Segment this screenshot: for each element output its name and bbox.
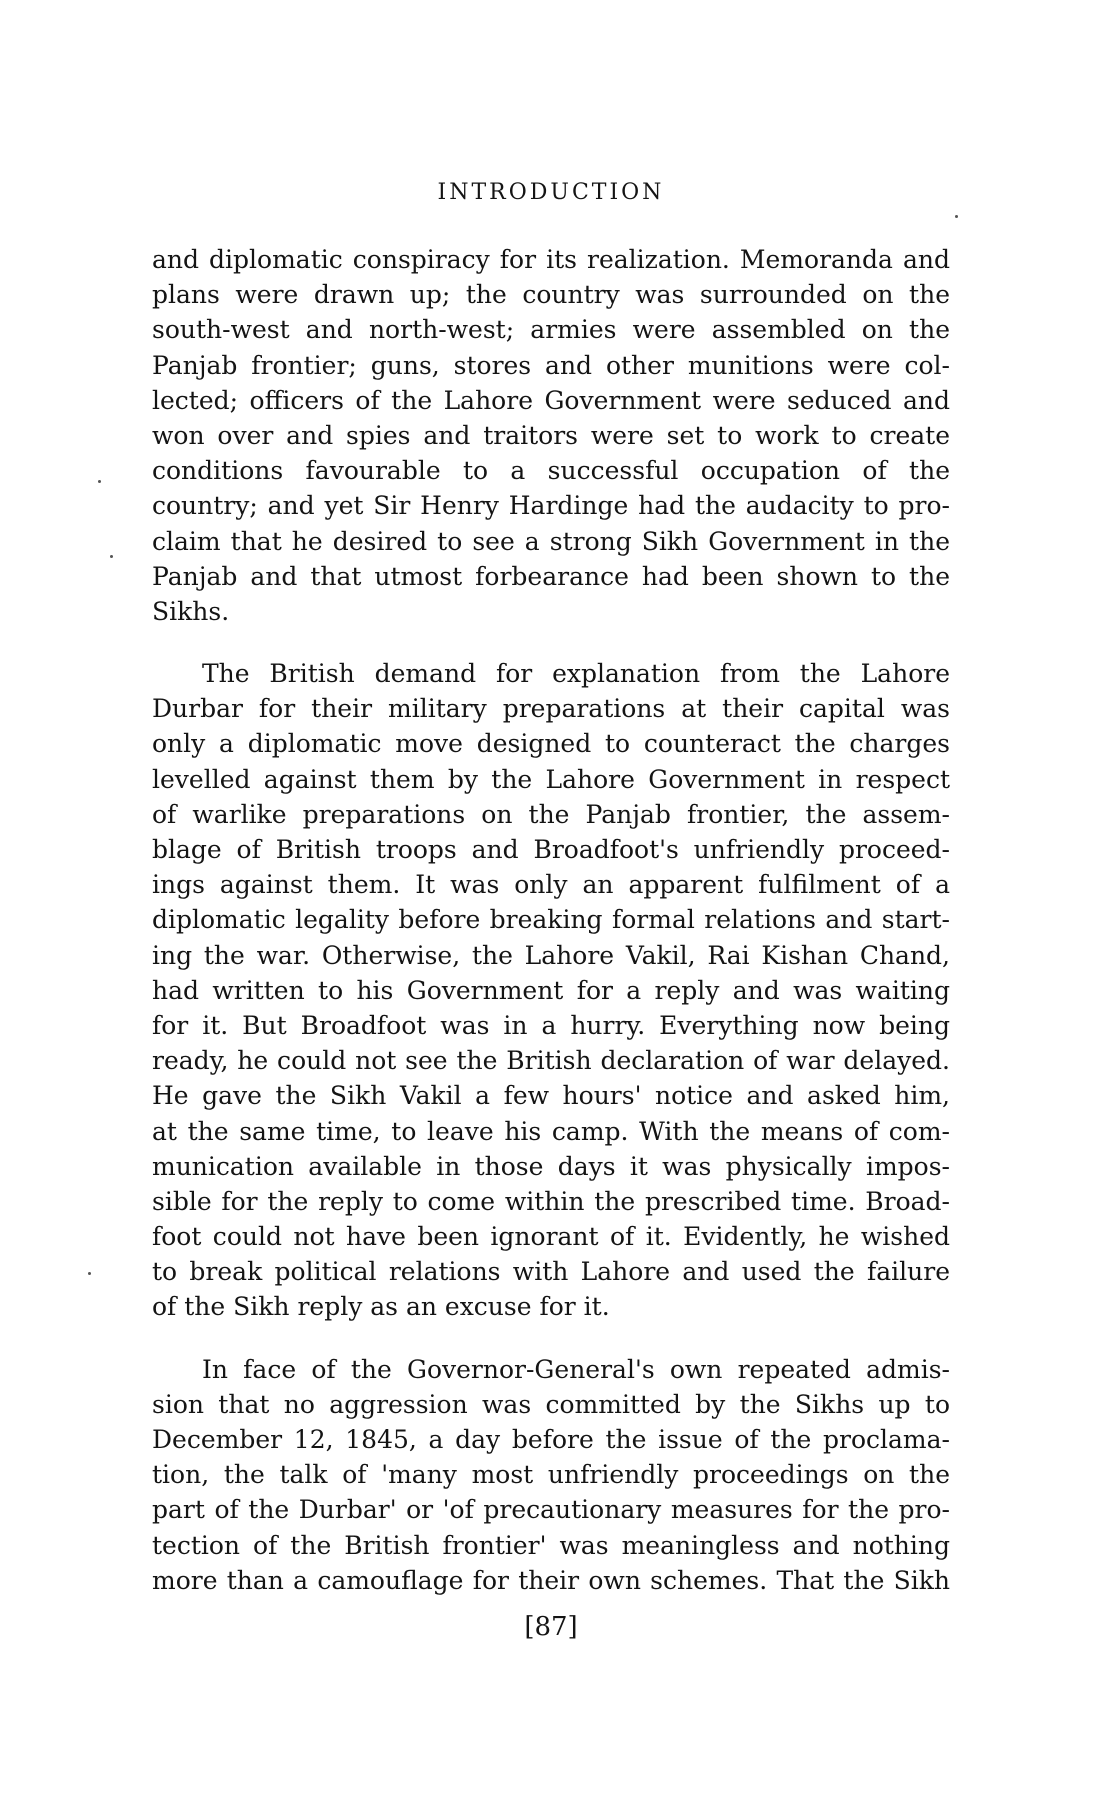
running-head: INTRODUCTION [437,180,665,205]
scan-speck [88,1272,91,1275]
paragraph-3 [152,1352,950,1598]
paragraph-1 [152,242,950,629]
text-line: levelled against them by the Lahore Government in respect [152,764,950,794]
text-line: ing the war. Otherwise, the Lahore Vakil, Rai Kishan Chand, [152,940,950,970]
text-line: conditions favourable to a successful occupation of the [152,456,950,486]
text-line: part of the Durbar' or 'of precautionary measures for the pro- [152,1495,950,1525]
scan-speck [110,555,113,558]
text-line: sible for the reply to come within the prescribed time. Broad- [152,1186,950,1216]
text-line: only a diplomatic move designed to counteract the charges [152,729,950,759]
text-line: south-west and north-west; armies were assembled on the [152,315,950,345]
paragraph-2 [152,656,950,1325]
text-line: blage of British troops and Broadfoot's unfriendly proceed- [152,835,950,864]
text-line: country; and yet Sir Henry Hardinge had the audacity to pro- [152,491,950,521]
text-line: foot could not have been ignorant of it. Evidently, he wished [152,1222,950,1252]
text-line: tection of the British frontier' was meaningless and nothing [152,1530,950,1560]
text-line: lected; officers of the Lahore Government were seduced and [152,385,950,415]
text-line: to break political relations with Lahore and used the failure [152,1257,950,1287]
text-line: Sikhs. [152,596,230,626]
text-line: sion that no aggression was committed by the Sikhs up to [152,1389,950,1419]
text-line: In face of the Governor-General's own repeated admis- [202,1354,950,1384]
text-line: ings against them. It was only an apparent fulfilment of a [152,870,950,900]
text-line: December 12, 1845, a day before the issue of the proclama- [152,1425,950,1454]
text-line: munication available in those days it was physically impos- [152,1151,950,1181]
text-line: of warlike preparations on the Panjab frontier, the assem- [152,799,950,829]
text-line: won over and spies and traitors were set to work to create [152,420,950,450]
text-line: tion, the talk of 'many most unfriendly proceedings on the [152,1460,950,1490]
text-line: at the same time, to leave his camp. With the means of com- [152,1116,950,1146]
text-line: for it. But Broadfoot was in a hurry. Everything now being [152,1010,950,1040]
text-line: ready, he could not see the British declaration of war delayed. [152,1046,950,1076]
text-line: Durbar for their military preparations at their capital was [152,694,950,724]
text-line: diplomatic legality before breaking formal relations and start- [152,905,950,935]
text-line: claim that he desired to see a strong Sikh Government in the [152,526,950,556]
text-line: He gave the Sikh Vakil a few hours' notice and asked him, [152,1081,950,1111]
scan-speck [955,215,958,218]
text-line: and diplomatic conspiracy for its realization. Memoranda and [152,245,950,274]
text-line: The British demand for explanation from the Lahore [202,659,950,689]
text-line: Panjab frontier; guns, stores and other munitions were col- [152,350,950,380]
text-line: more than a camouflage for their own schemes. That the Sikh [152,1565,950,1595]
body-text [152,242,950,1598]
text-line: had written to his Government for a reply and was waiting [152,975,950,1005]
text-line: Panjab and that utmost forbearance had been shown to the [152,561,950,591]
text-line: plans were drawn up; the country was surrounded on the [152,280,950,310]
page-number: [87] [524,1612,578,1642]
text-line: of the Sikh reply as an excuse for it. [152,1292,610,1322]
scan-speck [98,480,101,483]
